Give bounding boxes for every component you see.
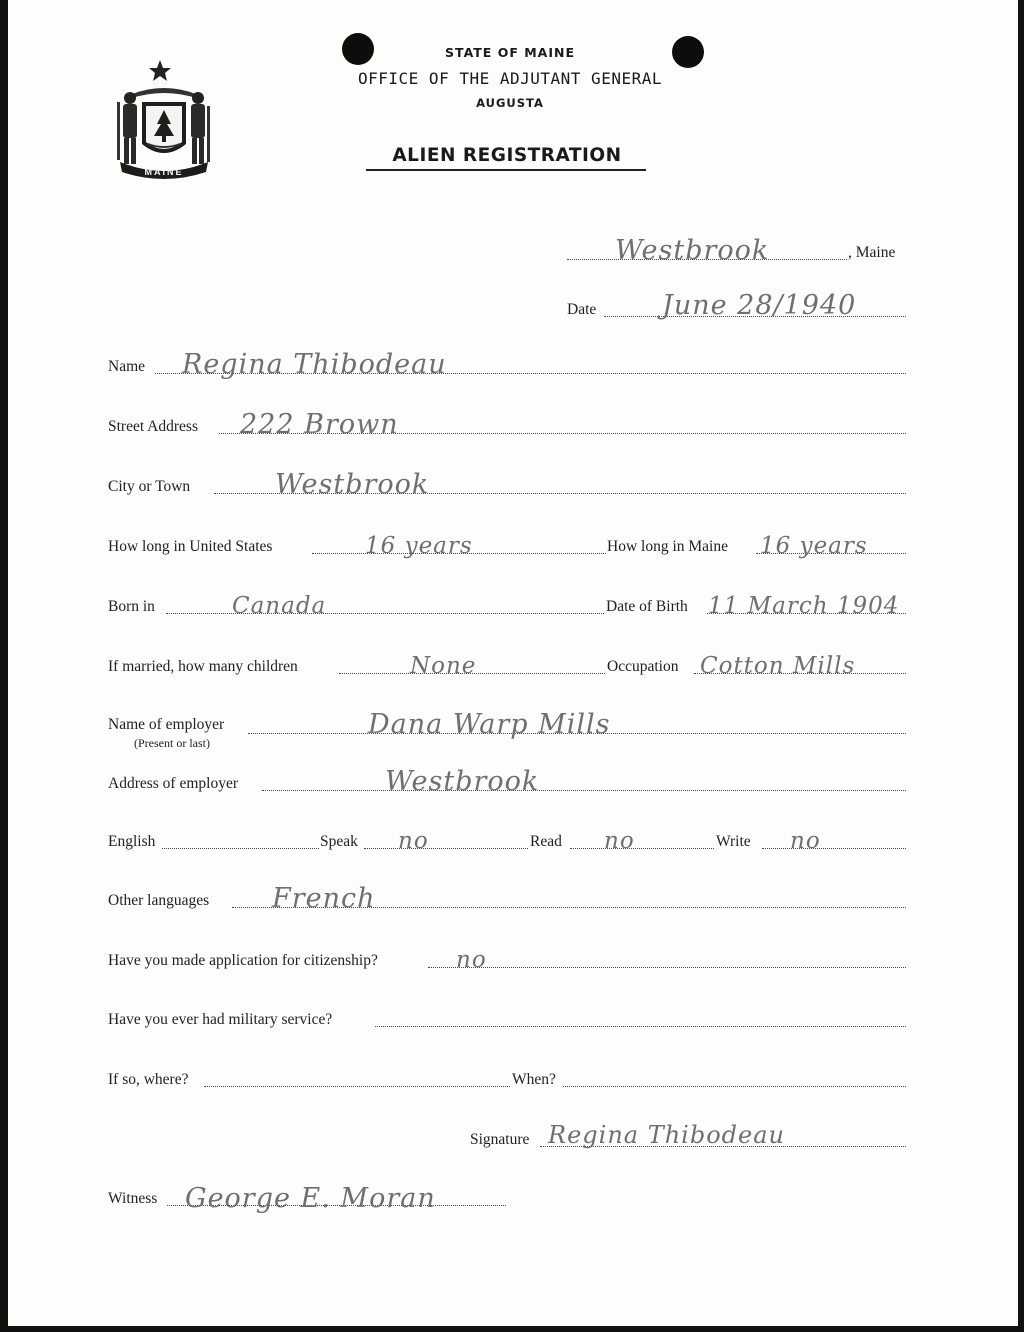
street-address-value: 222 Brown [240, 409, 399, 440]
when-line [563, 1086, 906, 1087]
birth-row [0, 582, 1024, 622]
speak-line [364, 848, 528, 849]
military-line [375, 1026, 906, 1027]
date-of-birth-value: 11 March 1904 [708, 593, 900, 619]
other-languages-value: French [272, 883, 376, 914]
form-title: ALIEN REGISTRATION [392, 145, 622, 166]
how-long-maine-label: How long in Maine [607, 538, 728, 555]
place-row [0, 228, 1024, 268]
where-label: If so, where? [108, 1071, 189, 1088]
employer-name-label: Name of employer [108, 716, 225, 733]
date-label: Date [567, 301, 597, 318]
employer-address-line [262, 790, 906, 791]
date-row [0, 285, 1024, 325]
street-address-row [0, 402, 1024, 442]
employer-name-row [0, 702, 1024, 750]
witness-label: Witness [108, 1190, 158, 1207]
how-long-us-value: 16 years [365, 533, 473, 559]
read-value: no [604, 828, 635, 854]
citizenship-row [0, 936, 1024, 976]
name-value: Regina Thibodeau [182, 349, 447, 380]
employer-name-sublabel: (Present or last) [134, 736, 210, 750]
write-line [762, 848, 906, 849]
read-label: Read [530, 833, 562, 850]
city-label: City or Town [108, 478, 191, 495]
signature-row [0, 1115, 1024, 1155]
speak-value: no [398, 828, 429, 854]
how-long-maine-value: 16 years [760, 533, 868, 559]
write-value: no [790, 828, 821, 854]
how-long-us-label: How long in United States [108, 538, 273, 555]
name-label: Name [108, 358, 146, 375]
citizenship-line [428, 967, 906, 968]
born-in-value: Canada [232, 593, 327, 619]
english-label: English [108, 833, 156, 850]
read-line [570, 848, 714, 849]
children-label: If married, how many children [108, 658, 298, 675]
when-label: When? [512, 1071, 556, 1088]
date-value: June 28/1940 [662, 290, 857, 321]
street-address-label: Street Address [108, 418, 198, 435]
seal-text: MAINE [144, 167, 184, 177]
name-row [0, 342, 1024, 382]
other-languages-label: Other languages [108, 892, 210, 909]
scan-border-bottom [0, 1326, 1024, 1332]
city-heading: AUGUSTA [476, 96, 544, 110]
service-details-row [0, 1055, 1024, 1095]
english-row [0, 817, 1024, 857]
witness-value: George E. Moran [185, 1183, 436, 1214]
date-of-birth-label: Date of Birth [606, 598, 688, 615]
office-heading: OFFICE OF THE ADJUTANT GENERAL [358, 69, 662, 88]
place-suffix: , Maine [848, 244, 896, 261]
write-label: Write [716, 833, 751, 850]
born-in-label: Born in [108, 598, 155, 615]
family-occupation-row [0, 642, 1024, 682]
city-value: Westbrook [275, 469, 430, 500]
employer-name-value: Dana Warp Mills [368, 709, 611, 740]
signature-value: Regina Thibodeau [548, 1121, 785, 1149]
maine-state-seal [108, 58, 220, 184]
other-languages-row [0, 876, 1024, 916]
witness-row [0, 1174, 1024, 1214]
citizenship-label: Have you made application for citizenship? [108, 952, 378, 969]
city-row [0, 462, 1024, 502]
english-line [162, 848, 319, 849]
speak-label: Speak [320, 833, 358, 850]
title-underline [366, 169, 646, 171]
employer-address-row [0, 759, 1024, 799]
military-row [0, 995, 1024, 1035]
place-value: Westbrook [615, 235, 770, 266]
occupation-value: Cotton Mills [700, 653, 856, 679]
occupation-label: Occupation [607, 658, 679, 675]
children-value: None [410, 653, 477, 679]
citizenship-value: no [456, 947, 487, 973]
military-label: Have you ever had military service? [108, 1011, 333, 1028]
employer-address-value: Westbrook [385, 766, 540, 797]
residence-duration-row [0, 522, 1024, 562]
where-line [204, 1086, 510, 1087]
signature-label: Signature [470, 1131, 530, 1148]
employer-address-label: Address of employer [108, 775, 238, 792]
state-heading: STATE OF MAINE [445, 45, 575, 60]
